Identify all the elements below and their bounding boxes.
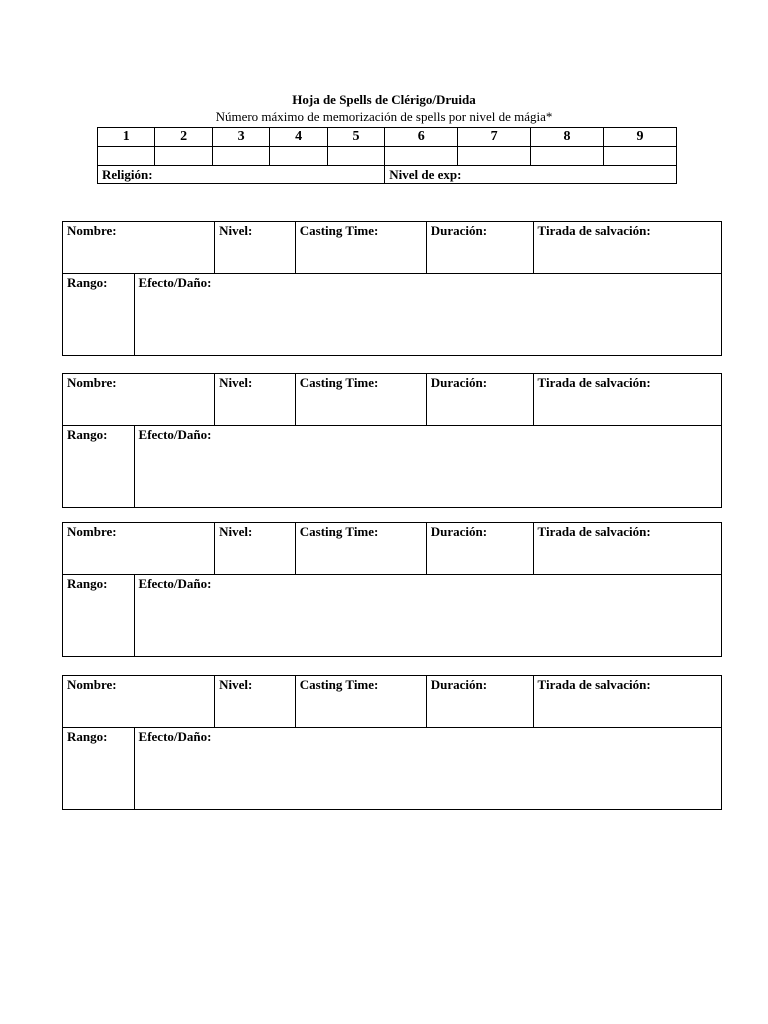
- level-2-cell[interactable]: [155, 147, 212, 166]
- spell-level-field[interactable]: Nivel:: [215, 222, 296, 274]
- range-field[interactable]: Rango:: [63, 728, 135, 810]
- spell-header-row: [63, 523, 722, 575]
- level-3-cell[interactable]: [212, 147, 269, 166]
- sheet-title: Hoja de Spells de Clérigo/Druida: [292, 92, 476, 107]
- spell-block-2: [62, 373, 722, 508]
- spell-level-field[interactable]: Nivel:: [215, 523, 296, 575]
- level-6-cell[interactable]: [385, 147, 458, 166]
- casting-time-field[interactable]: Casting Time:: [295, 676, 426, 728]
- sheet-subtitle: Número máximo de memorización de spells por nivel de mágia*: [215, 109, 553, 124]
- spell-level-field[interactable]: Nivel:: [215, 676, 296, 728]
- casting-time-field[interactable]: Casting Time:: [295, 374, 426, 426]
- range-field[interactable]: Rango:: [63, 426, 135, 508]
- effect-field[interactable]: Efecto/Daño:: [134, 575, 721, 657]
- casting-time-field[interactable]: Casting Time:: [295, 222, 426, 274]
- casting-time-field[interactable]: Casting Time:: [295, 523, 426, 575]
- saving-throw-field[interactable]: Tirada de salvación:: [533, 676, 721, 728]
- spell-block-4: [62, 675, 722, 810]
- levels-value-row: [98, 147, 677, 166]
- effect-field[interactable]: Efecto/Daño:: [134, 274, 721, 356]
- spell-levels-table: [97, 127, 677, 184]
- religion-field[interactable]: Religión:: [98, 166, 385, 184]
- spell-detail-row: [63, 426, 722, 508]
- spell-detail-row: [63, 274, 722, 356]
- saving-throw-field[interactable]: Tirada de salvación:: [533, 374, 721, 426]
- saving-throw-field[interactable]: Tirada de salvación:: [533, 523, 721, 575]
- level-6-header: 6: [385, 128, 458, 147]
- duration-field[interactable]: Duración:: [426, 676, 533, 728]
- level-1-header: 1: [98, 128, 155, 147]
- level-4-header: 4: [270, 128, 327, 147]
- level-4-cell[interactable]: [270, 147, 327, 166]
- level-5-cell[interactable]: [327, 147, 384, 166]
- level-1-cell[interactable]: [98, 147, 155, 166]
- duration-field[interactable]: Duración:: [426, 374, 533, 426]
- saving-throw-field[interactable]: Tirada de salvación:: [533, 222, 721, 274]
- effect-field[interactable]: Efecto/Daño:: [134, 728, 721, 810]
- duration-field[interactable]: Duración:: [426, 523, 533, 575]
- spell-name-field[interactable]: Nombre:: [63, 523, 215, 575]
- effect-field[interactable]: Efecto/Daño:: [134, 426, 721, 508]
- spell-header-row: [63, 222, 722, 274]
- range-field[interactable]: Rango:: [63, 274, 135, 356]
- spell-detail-row: [63, 575, 722, 657]
- spell-name-field[interactable]: Nombre:: [63, 374, 215, 426]
- spell-name-field[interactable]: Nombre:: [63, 676, 215, 728]
- exp-level-field[interactable]: Nivel de exp:: [385, 166, 677, 184]
- level-7-cell[interactable]: [458, 147, 531, 166]
- level-5-header: 5: [327, 128, 384, 147]
- info-row: [98, 166, 677, 184]
- spell-block-1: [62, 221, 722, 356]
- spell-header-row: [63, 676, 722, 728]
- levels-header-row: [98, 128, 677, 147]
- spell-block-3: [62, 522, 722, 657]
- duration-field[interactable]: Duración:: [426, 222, 533, 274]
- spell-header-row: [63, 374, 722, 426]
- level-8-cell[interactable]: [531, 147, 604, 166]
- range-field[interactable]: Rango:: [63, 575, 135, 657]
- spell-name-field[interactable]: Nombre:: [63, 222, 215, 274]
- level-9-cell[interactable]: [603, 147, 676, 166]
- level-9-header: 9: [603, 128, 676, 147]
- spell-detail-row: [63, 728, 722, 810]
- level-8-header: 8: [531, 128, 604, 147]
- level-7-header: 7: [458, 128, 531, 147]
- level-3-header: 3: [212, 128, 269, 147]
- spell-level-field[interactable]: Nivel:: [215, 374, 296, 426]
- level-2-header: 2: [155, 128, 212, 147]
